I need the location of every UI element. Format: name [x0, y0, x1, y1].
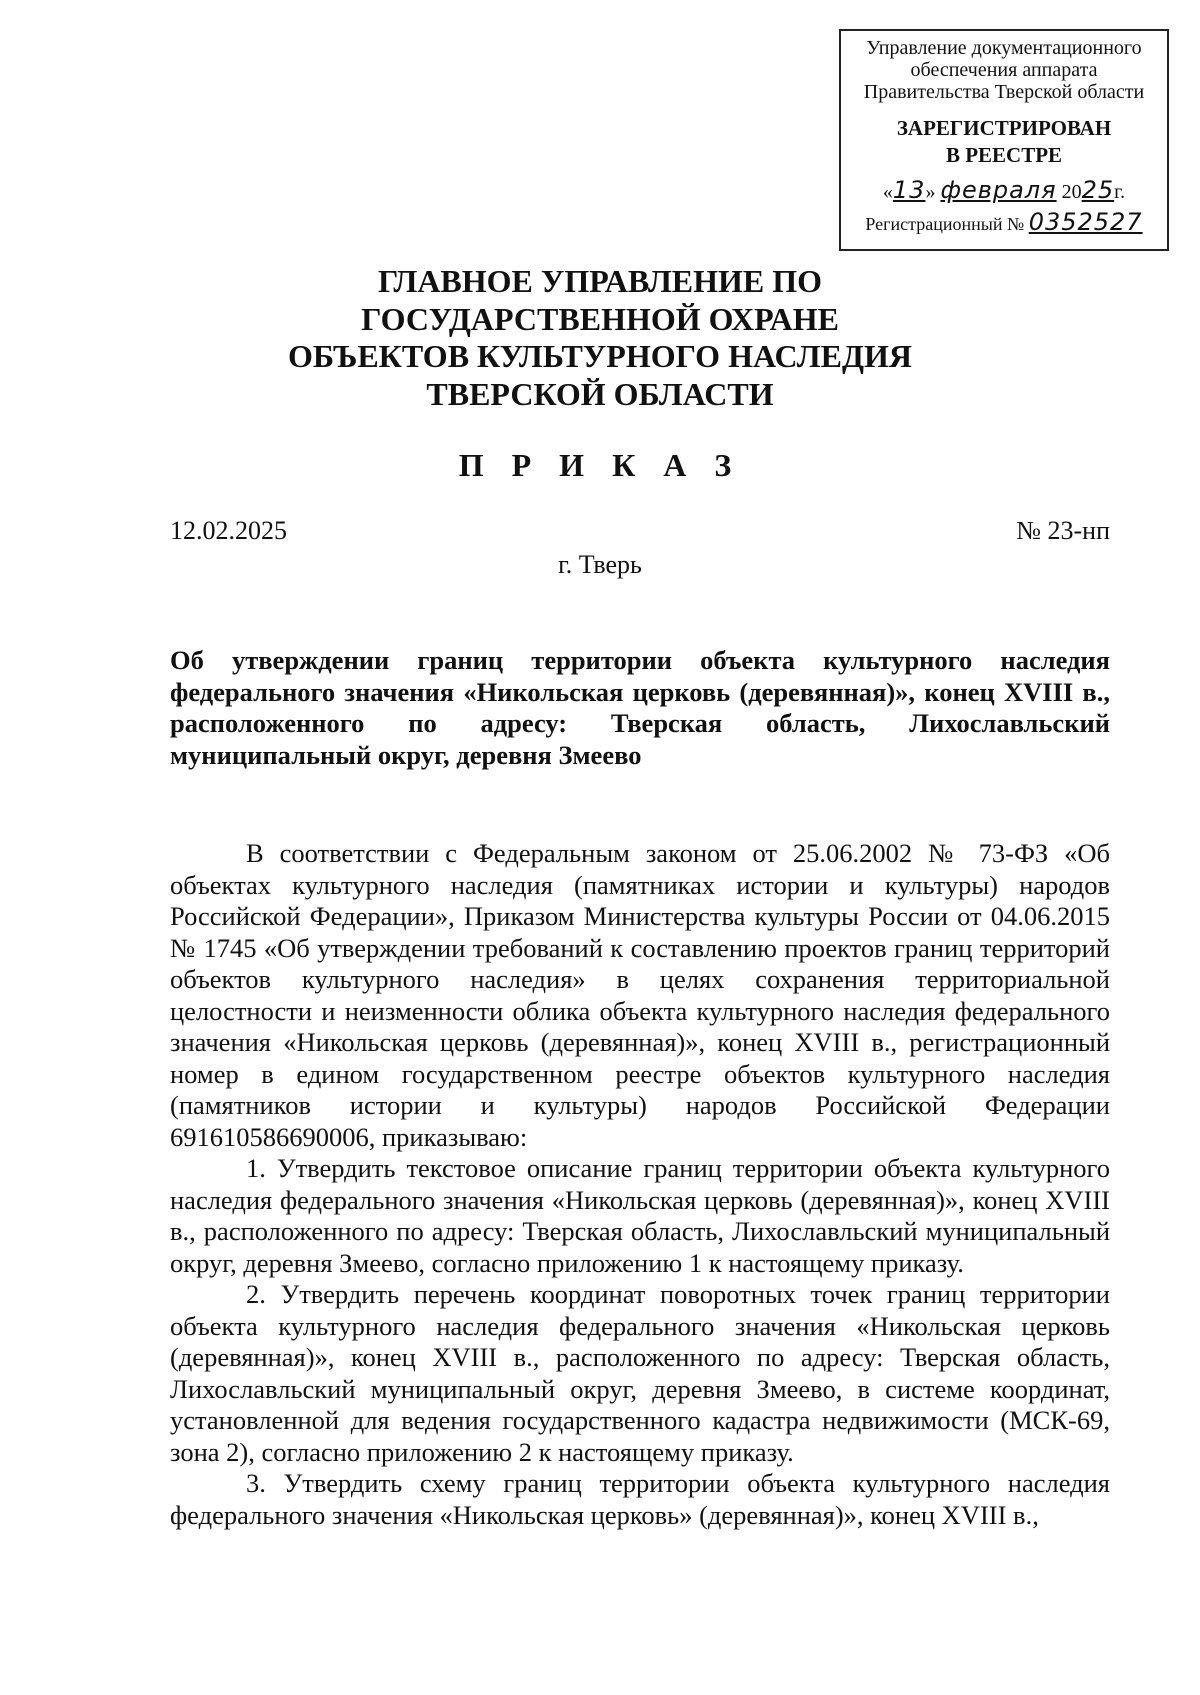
stamp-registered-line-2: В РЕЕСТРЕ [945, 143, 1063, 167]
stamp-department-line-1: Управление документационного [866, 37, 1142, 59]
stamp-date-day: 13 [892, 176, 926, 204]
order-item-2: 2. Утвердить перечень координат поворотных точек границ территории объекта культурного наследия федерального значения «Никольская церковь (деревянная)», конец XVIII в., расположенного по адресу: Тверская область, Лихославльский муниципальный округ, деревня Змеево, в системе координат, установленной для ведения государственного кадастра недвижимости (МСК-69, зона 2), согласно приложению 2 к настоящему приказу. [170, 1279, 1110, 1467]
organization-title-line-2: ГОСУДАРСТВЕННОЙ ОХРАНЕ [361, 300, 839, 337]
stamp-department-line-2: обеспечения аппарата [910, 59, 1098, 81]
organization-title [150, 263, 1050, 413]
order-body [170, 838, 1110, 1531]
organization-title-line-1: ГЛАВНОЕ УПРАВЛЕНИЕ ПО [377, 263, 823, 299]
stamp-registration-number: 0352527 [1028, 208, 1143, 236]
stamp-registration-number-row [841, 208, 1167, 236]
stamp-date-year-suffix: 25 [1081, 176, 1115, 204]
order-preamble: В соответствии с Федеральным законом от 25.06.2002 № 73-ФЗ «Об объектах культурного наследия (памятниках истории и культуры) народов Российской Федерации», Приказом Министерства культуры России от 04.06.2015 № 1745 «Об утверждении требований к составлению проектов границ территорий объектов культурного наследия» в целях сохранения территориальной целостности и неизменности облика объекта культурного наследия федерального значения «Никольская церковь (деревянная)», конец XVIII в., регистрационный номер в едином государственном реестре объектов культурного наследия (памятников истории и культуры) народов Российской Федерации 691610586690006, приказываю: [170, 838, 1110, 1152]
stamp-date-open-quote: « [882, 181, 893, 203]
stamp-registered-line-1: ЗАРЕГИСТРИРОВАН [896, 116, 1112, 140]
stamp-date-year-prefix: 20 [1061, 181, 1082, 203]
order-item-1: 1. Утвердить текстовое описание границ территории объекта культурного наследия федерального значения «Никольская церковь (деревянная)», конец XVIII в., расположенного по адресу: Тверская область, Лихославльский муниципальный округ, деревня Змеево, согласно приложению 1 к настоящему приказу. [170, 1153, 1110, 1278]
document-type-title: П Р И К А З [458, 447, 742, 483]
stamp-date-close-quote: » [925, 181, 936, 203]
order-item-3: 3. Утвердить схему границ территории объекта культурного наследия федерального значения «Никольская церковь» (деревянная)», конец XVIII в., [170, 1468, 1110, 1530]
stamp-department-line-3: Правительства Тверской области [863, 81, 1145, 103]
stamp-registration-number-label: Регистрационный № [865, 214, 1025, 234]
order-date: 12.02.2025 [170, 516, 287, 545]
organization-title-line-4: ТВЕРСКОЙ ОБЛАСТИ [426, 375, 774, 412]
order-subject: Об утверждении границ территории объекта культурного наследия федерального значения «Никольская церковь (деревянная)», конец XVIII в., расположенного по адресу: Тверская область, Лихославльский муниципальный округ, деревня Змеево [170, 645, 1110, 770]
stamp-registered-title [841, 115, 1167, 169]
stamp-date-row [841, 176, 1167, 204]
order-city: г. Тверь [558, 550, 642, 579]
organization-title-line-3: ОБЪЕКТОВ КУЛЬТУРНОГО НАСЛЕДИЯ [288, 338, 912, 374]
order-number: № 23-нп [1016, 516, 1110, 545]
stamp-date-year-unit: г. [1114, 181, 1126, 203]
registration-stamp [839, 29, 1169, 251]
stamp-date-month: февраля [940, 176, 1057, 204]
